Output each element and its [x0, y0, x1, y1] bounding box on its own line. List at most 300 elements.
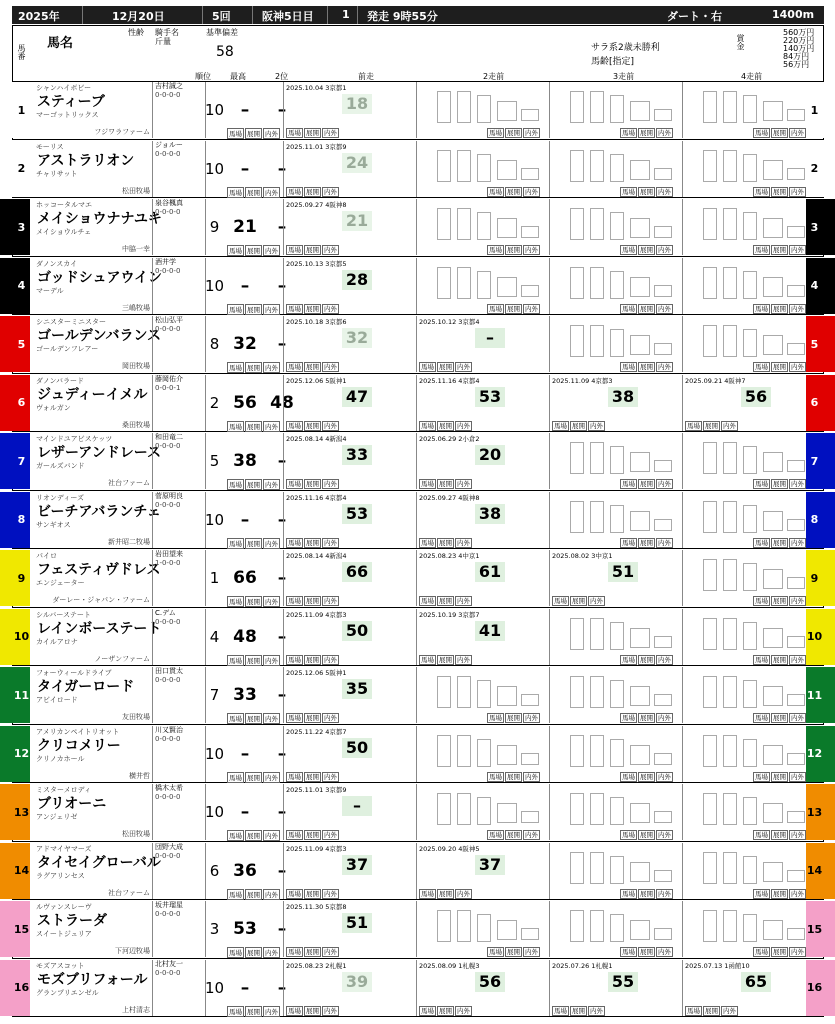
condition-tag: 展開: [640, 948, 653, 956]
jockey-name: 和田竜二: [155, 433, 183, 441]
jockey-info: [152, 375, 204, 431]
condition-tag: 展開: [247, 949, 260, 957]
condition-tag: 内外: [658, 889, 671, 898]
condition-tag: 内外: [265, 422, 278, 431]
jockey-name: 橋木太希: [155, 784, 183, 792]
condition-tag: 内外: [723, 1006, 736, 1015]
race-tags: [552, 421, 606, 430]
jockey-info: [152, 82, 204, 138]
condition-tag: 展開: [306, 948, 319, 956]
previous-race-4: [682, 375, 814, 431]
previous-race-3: [549, 375, 681, 431]
horse-name[interactable]: クリコメリー: [37, 737, 121, 754]
race-score: 51: [608, 562, 638, 582]
race-date: 2025.08.23 4中京1: [419, 552, 480, 560]
condition-tag: 馬場: [229, 305, 242, 314]
condition-tag: 内外: [324, 421, 337, 430]
umaban-right: 8: [806, 492, 835, 548]
condition-tag: 内外: [324, 1006, 337, 1015]
breeder-name: 友田牧場: [122, 713, 150, 721]
previous-race-3: [549, 901, 681, 957]
condition-tag: 展開: [306, 363, 319, 371]
horse-label: 馬名: [47, 36, 74, 51]
race-date: 2025.10.12 3京都4: [419, 318, 480, 326]
jockey-name: 岩田望来: [155, 550, 183, 558]
horse-name[interactable]: タイガーロード: [37, 679, 135, 695]
race-score: 65: [741, 972, 771, 992]
condition-tag: 馬場: [755, 304, 768, 313]
condition-tag: 展開: [640, 129, 653, 137]
best-label: 最高: [230, 72, 246, 81]
condition-tag: 馬場: [622, 363, 635, 371]
race-score: 18: [342, 94, 372, 114]
horse-name[interactable]: フェスティヴドレス: [37, 562, 161, 578]
race-condition: サラ系2歳未勝利: [591, 43, 660, 53]
rank-label: 順位: [195, 72, 211, 81]
race-date: 2025.11.22 4京都7: [286, 727, 347, 736]
condition-tag: 内外: [324, 772, 337, 781]
condition-tag: 展開: [247, 832, 260, 840]
condition-tag: 内外: [324, 129, 337, 137]
second-score: –: [277, 919, 287, 939]
best-score: 36: [233, 860, 257, 881]
horse-name[interactable]: メイショウナナユキ: [37, 211, 162, 227]
sire-name: ダノンバラード: [36, 376, 85, 385]
breeder-name: ノーザンファーム: [94, 654, 150, 663]
condition-tags: [227, 713, 281, 723]
second-score: –: [277, 743, 287, 764]
second-score: –: [277, 217, 287, 237]
jockey-info: [152, 492, 204, 548]
condition-tag: 内外: [658, 480, 671, 488]
condition-tag: 展開: [306, 538, 319, 547]
table-row: [12, 726, 824, 784]
condition-tag: 展開: [705, 421, 718, 430]
race-date: 2025.09.20 4阪神5: [419, 844, 480, 853]
condition-tag: 展開: [439, 421, 452, 430]
race-tags: [620, 713, 674, 722]
condition-tag: 内外: [457, 597, 470, 605]
race-tags: [419, 479, 473, 488]
previous-race-1: [283, 550, 415, 606]
condition-tag: 馬場: [622, 187, 635, 196]
race-tags: [487, 304, 541, 313]
umaban-right: 12: [806, 726, 835, 782]
breeder-name: 上村清志: [122, 1005, 150, 1014]
condition-tag: 馬場: [288, 363, 301, 371]
jockey-record: 0-0-0-1: [155, 383, 181, 392]
best-score: 38: [233, 451, 257, 471]
condition-tag: 内外: [658, 246, 671, 254]
race-score: 53: [342, 504, 372, 524]
horse-name[interactable]: ゴールデンバランス: [37, 328, 162, 344]
horse-name[interactable]: レザーアンドレース: [37, 445, 162, 461]
race-tags: [286, 947, 340, 956]
horse-info: [34, 901, 152, 957]
previous-race-4: [682, 199, 814, 255]
condition-tag: 馬場: [421, 421, 434, 430]
condition-tag: 馬場: [288, 480, 301, 488]
condition-tag: 展開: [640, 363, 653, 371]
condition-tag: 内外: [791, 597, 804, 605]
previous-race-2: [416, 550, 548, 606]
condition-tag: 展開: [507, 129, 520, 137]
previous-race-3: [549, 784, 681, 840]
condition-tag: 馬場: [229, 1007, 242, 1016]
umaban-left: 10: [0, 609, 30, 665]
condition-tag: 内外: [658, 129, 671, 137]
table-row: [12, 901, 824, 959]
empty-race-frame: [550, 846, 682, 888]
umaban-left: 2: [0, 141, 30, 197]
previous-race-3: [549, 316, 681, 372]
condition-tag: 内外: [525, 304, 538, 313]
horse-name[interactable]: レインボーステート: [37, 620, 162, 637]
previous-race-2: [416, 960, 548, 1016]
table-row: [12, 667, 824, 725]
condition-tag: 馬場: [489, 246, 502, 254]
condition-tag: 馬場: [687, 1006, 700, 1015]
previous-race-1: [283, 667, 415, 723]
empty-race-frame: [550, 144, 682, 186]
condition-tag: 展開: [247, 364, 260, 372]
condition-tag: 馬場: [288, 421, 301, 430]
condition-tag: 展開: [247, 481, 260, 489]
condition-tag: 内外: [265, 656, 278, 665]
sire-name: アメリカンペイトリオット: [36, 727, 120, 736]
race-date: 2025.09.27 4阪神8: [419, 493, 480, 502]
condition-tag: 展開: [439, 538, 452, 547]
empty-race-frame: [683, 846, 815, 888]
prev2-label: 2走前: [483, 72, 505, 81]
umaban-left: 5: [0, 316, 30, 372]
horse-name[interactable]: ストラーダ: [37, 913, 107, 929]
condition-tag: 内外: [590, 421, 603, 430]
condition-tag: 内外: [658, 714, 671, 722]
meeting: 5回: [212, 10, 231, 23]
horse-name[interactable]: ビーチアバランチェ: [37, 503, 161, 520]
race-tags: [620, 655, 674, 664]
condition-tag: 内外: [457, 363, 470, 371]
dam-name: マーゴットリックス: [36, 111, 99, 119]
second-score: –: [277, 685, 287, 705]
condition-tag: 内外: [791, 772, 804, 781]
sire-name: シニスターミニスター: [36, 318, 106, 326]
empty-race-frame: [683, 670, 815, 712]
condition-tag: 内外: [791, 246, 804, 254]
previous-race-1: [283, 141, 415, 197]
jockey-record: 0-0-0-0: [155, 149, 181, 158]
previous-race-2: [416, 82, 548, 138]
condition-tag: 馬場: [229, 422, 242, 431]
prize-2: 220万円: [783, 36, 815, 45]
umaban-right: 7: [806, 433, 835, 489]
empty-race-frame: [417, 904, 549, 946]
race-score: 32: [342, 328, 372, 348]
breeder-name: 社台ファーム: [108, 479, 150, 487]
breeder-name: 新井昭二牧場: [108, 537, 150, 546]
horse-info: [34, 82, 152, 138]
horse-name[interactable]: ゴッドシュアウイン: [37, 269, 163, 286]
race-date: 2025.08.23 2札幌1: [286, 961, 347, 970]
empty-race-frame: [417, 729, 549, 771]
condition-tag: 内外: [265, 305, 278, 314]
condition-tag: 展開: [640, 246, 653, 254]
rank-number: 10: [205, 960, 223, 1016]
second-score: –: [277, 334, 287, 354]
race-tags: [753, 538, 807, 547]
previous-race-2: [416, 726, 548, 782]
rank-number: 10: [205, 492, 223, 548]
condition-tag: 内外: [658, 304, 671, 313]
jockey-record: 0-0-0-0: [155, 442, 181, 450]
table-row: [12, 843, 824, 901]
condition-tag: 内外: [324, 363, 337, 371]
previous-race-1: [283, 199, 415, 255]
race-tags: [487, 713, 541, 722]
umaban-right: 13: [806, 784, 835, 840]
previous-race-2: [416, 843, 548, 899]
race-tags: [487, 772, 541, 781]
condition-tag: 馬場: [229, 364, 242, 372]
empty-race-frame: [550, 612, 682, 654]
condition-tag: 内外: [658, 363, 671, 371]
condition-tag: 内外: [791, 655, 804, 664]
sire-name: ホッコータルマエ: [36, 201, 92, 209]
condition-tag: 展開: [247, 890, 260, 899]
empty-race-frame: [683, 436, 815, 478]
jockey-name: 酒井学: [155, 257, 176, 266]
rank-number: 10: [205, 726, 223, 782]
horse-name[interactable]: スティーブ: [37, 94, 105, 110]
condition-tag: 内外: [265, 773, 278, 782]
race-tags: [286, 655, 340, 664]
condition-tag: 内外: [457, 538, 470, 547]
race-score: 20: [475, 445, 505, 465]
race-tags: [753, 772, 807, 781]
empty-race-frame: [417, 670, 549, 712]
condition-tag: 内外: [525, 714, 538, 722]
rank-number: 2: [205, 375, 223, 431]
condition-tag: 展開: [247, 1007, 260, 1016]
standard-value: 58: [216, 44, 234, 60]
horse-name[interactable]: アストラリオン: [37, 152, 135, 169]
horse-name[interactable]: モズブリフォール: [37, 971, 148, 988]
condition-tag: 展開: [306, 246, 319, 254]
condition-tag: 馬場: [755, 714, 768, 722]
race-tags: [419, 889, 473, 898]
column-header: [12, 25, 824, 82]
rank-number: 10: [205, 258, 223, 314]
breeder-name: フジワラファーム: [94, 128, 150, 136]
condition-tag: 馬場: [229, 539, 242, 548]
race-date: 2025.11.16 4京都4: [419, 376, 480, 385]
condition-tag: 馬場: [229, 598, 242, 606]
race-date: 2025.11.09 4京都3: [286, 610, 347, 619]
previous-race-3: [549, 82, 681, 138]
condition-tag: 馬場: [229, 890, 242, 899]
prev1-label: 前走: [358, 72, 374, 81]
condition-tag: 展開: [247, 130, 260, 138]
race-tags: [753, 245, 807, 254]
condition-tag: 展開: [306, 597, 319, 605]
condition-tag: 内外: [457, 889, 470, 898]
table-row: [12, 141, 824, 199]
second-score: –: [277, 860, 287, 881]
condition-tag: 馬場: [622, 246, 635, 254]
breeder-name: 桑田牧場: [122, 420, 150, 429]
race-score: 47: [342, 387, 372, 407]
condition-tag: 内外: [658, 948, 671, 956]
race-tags: [286, 830, 340, 839]
race-tags: [620, 538, 674, 547]
condition-tag: 馬場: [755, 363, 768, 371]
horse-name[interactable]: ブリオーニ: [37, 796, 107, 812]
previous-race-3: [549, 492, 681, 548]
condition-tag: 展開: [306, 655, 319, 664]
jockey-record: 0-0-0-0: [155, 968, 181, 977]
condition-tag: 展開: [306, 187, 319, 196]
horse-info: [34, 784, 152, 840]
condition-tag: 展開: [439, 889, 452, 898]
horse-name[interactable]: タイセイグローバル: [37, 854, 161, 871]
condition-tag: 内外: [590, 597, 603, 605]
jockey-record: 0-0-0-0: [155, 91, 181, 99]
prize-3: 140万円: [783, 44, 815, 53]
jockey-name: 北村友一: [155, 959, 183, 968]
race-date: 2025.08.02 3中京1: [552, 552, 613, 560]
umaban-left: 11: [0, 667, 30, 723]
empty-race-frame: [550, 319, 682, 361]
rank-number: 4: [205, 609, 223, 665]
condition-tag: 内外: [525, 831, 538, 839]
condition-tag: 馬場: [288, 714, 301, 722]
condition-tag: 展開: [773, 129, 786, 137]
condition-tag: 馬場: [755, 246, 768, 254]
condition-tag: 展開: [306, 831, 319, 839]
empty-race-frame: [683, 144, 815, 186]
condition-tag: 内外: [457, 655, 470, 664]
race-tags: [620, 245, 674, 254]
race-tags: [286, 304, 340, 313]
condition-tag: 展開: [247, 422, 260, 431]
previous-race-2: [416, 492, 548, 548]
prize-4: 84万円: [783, 52, 810, 61]
condition-tag: 展開: [247, 598, 260, 606]
condition-tag: 展開: [640, 304, 653, 313]
race-score: 61: [475, 562, 505, 582]
umaban-left: 15: [0, 901, 30, 957]
race-score: 51: [342, 913, 372, 933]
condition-tag: 馬場: [288, 772, 301, 781]
condition-tag: 展開: [306, 421, 319, 430]
race-date: 2025.10.13 3京都5: [286, 259, 347, 268]
horse-name[interactable]: ジュディーイメル: [37, 386, 148, 403]
condition-tag: 内外: [265, 890, 278, 899]
condition-tag: 馬場: [421, 538, 434, 547]
weight-label: 斤量: [155, 37, 171, 46]
previous-race-1: [283, 433, 415, 489]
jockey-name: 菅原明良: [155, 491, 183, 500]
umaban-right: 15: [806, 901, 835, 957]
race-score: 66: [342, 562, 372, 582]
best-score: 48: [233, 626, 257, 647]
race-date: 2025.11.01 3京都9: [286, 142, 347, 151]
umaban-label: 馬番: [17, 44, 26, 60]
umaban-right: 2: [806, 141, 835, 197]
condition-tag: 展開: [507, 831, 520, 839]
condition-tag: 展開: [640, 538, 653, 547]
condition-tag: 展開: [247, 715, 260, 723]
condition-tag: 展開: [640, 187, 653, 196]
condition-tag: 馬場: [229, 949, 242, 957]
condition-tag: 馬場: [288, 831, 301, 839]
condition-tag: 内外: [324, 597, 337, 605]
umaban-left: 9: [0, 550, 30, 606]
sire-name: フォーウィールドライブ: [36, 669, 112, 677]
umaban-right: 11: [806, 667, 835, 723]
empty-race-frame: [550, 261, 682, 303]
condition-tag: 内外: [265, 188, 278, 197]
table-row: [12, 492, 824, 550]
race-tags: [552, 1006, 606, 1015]
jockey-record: 0-0-0-0: [155, 734, 181, 743]
condition-tag: 内外: [265, 539, 278, 548]
condition-tag: 馬場: [622, 655, 635, 664]
sex-age-label: 性齢: [128, 28, 144, 37]
previous-race-2: [416, 667, 548, 723]
race-score: –: [342, 796, 372, 816]
dam-name: エンジェーター: [36, 579, 85, 587]
condition-tag: 内外: [265, 130, 278, 138]
empty-race-frame: [683, 553, 815, 595]
previous-race-3: [549, 199, 681, 255]
condition-tag: 馬場: [288, 187, 301, 196]
condition-tag: 展開: [773, 597, 786, 605]
condition-tag: 内外: [265, 949, 278, 957]
horse-info: [34, 609, 162, 665]
empty-race-frame: [550, 787, 682, 829]
condition-tag: 展開: [306, 889, 319, 898]
jockey-name: 泉谷楓真: [155, 199, 183, 207]
condition-tag: 内外: [324, 246, 337, 254]
race-tags: [753, 830, 807, 839]
best-score: 53: [233, 919, 257, 939]
empty-race-frame: [683, 729, 815, 771]
previous-race-4: [682, 82, 814, 138]
empty-race-frame: [550, 495, 682, 537]
horse-info: [34, 843, 161, 899]
empty-race-frame: [683, 261, 815, 303]
previous-race-2: [416, 141, 548, 197]
condition-tag: 馬場: [755, 948, 768, 956]
condition-tag: 内外: [791, 948, 804, 956]
race-tags: [685, 421, 739, 430]
previous-race-1: [283, 726, 415, 782]
race-tags: [753, 655, 807, 664]
sire-name: リオンディーズ: [36, 493, 85, 502]
best-score: –: [240, 743, 250, 764]
condition-tag: 内外: [525, 129, 538, 137]
race-date: 2025.08.14 4新潟4: [286, 435, 347, 443]
jockey-info: [152, 316, 204, 372]
condition-tag: 内外: [457, 480, 470, 488]
condition-tag: 展開: [306, 304, 319, 313]
condition-tag: 内外: [324, 831, 337, 839]
condition-tag: 内外: [791, 363, 804, 371]
condition-tag: 馬場: [229, 715, 242, 723]
best-score: –: [240, 977, 250, 998]
